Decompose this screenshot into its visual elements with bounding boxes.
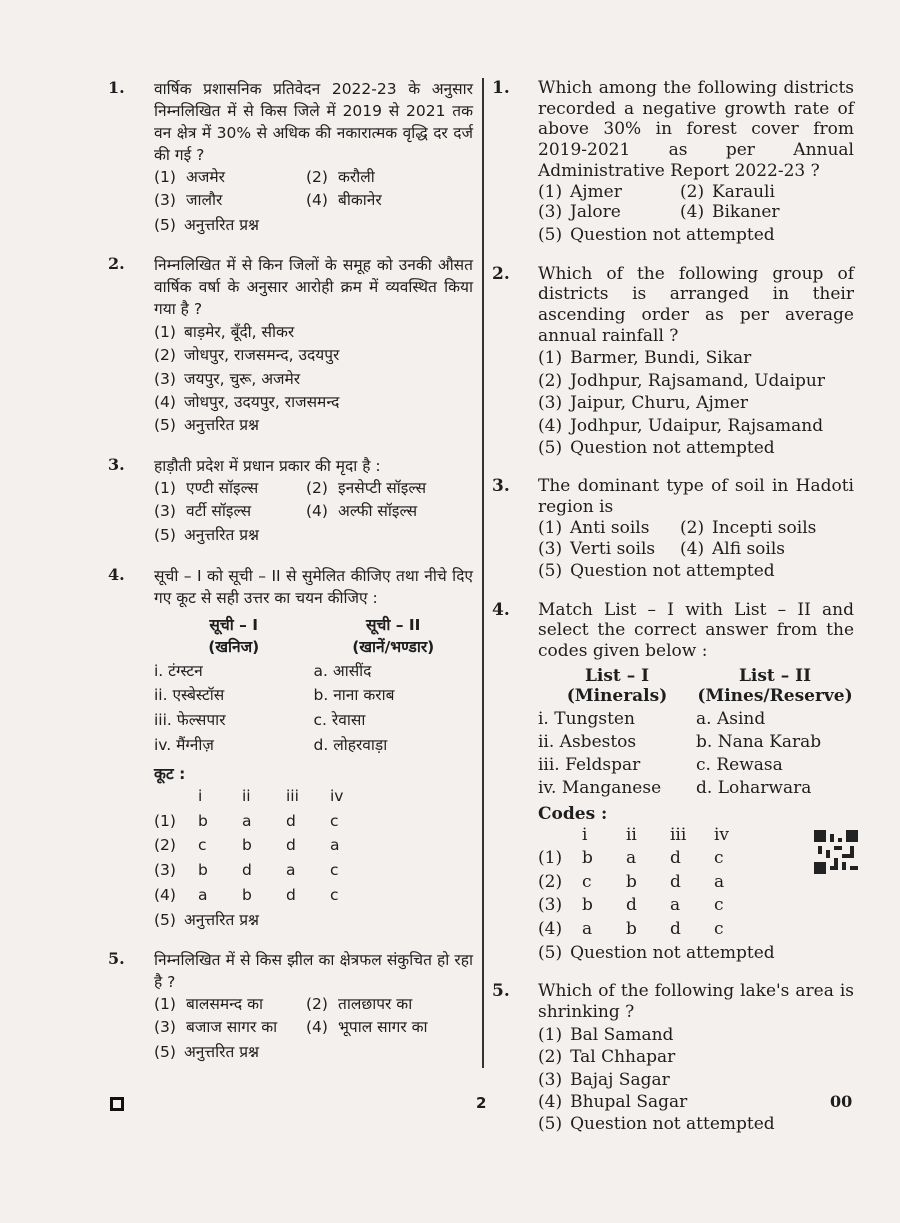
match-pairs bbox=[154, 659, 473, 758]
list-1-item: iii. Feldspar bbox=[538, 754, 641, 775]
option-row bbox=[154, 189, 473, 212]
option-text: जोधपुर, उदयपुर, राजसमन्द bbox=[183, 393, 340, 411]
list-1-item: iv. मैंग्नीज़ bbox=[154, 736, 214, 755]
option-text: Question not attempted bbox=[570, 942, 775, 963]
list-1-item: i. Tungsten bbox=[538, 708, 635, 729]
paper-code: 00 bbox=[830, 1092, 853, 1111]
codes-cell: ii bbox=[626, 824, 637, 845]
list-1-header: सूची – I bbox=[209, 615, 259, 634]
list-1-item: ii. Asbestos bbox=[538, 731, 637, 752]
codes-table bbox=[538, 824, 854, 941]
option-number: (2) bbox=[680, 181, 705, 202]
question-text: निम्नलिखित में से किस झील का क्षेत्रफल संकुचित हो रहा है ? bbox=[154, 951, 473, 992]
question-5 bbox=[108, 949, 473, 1063]
question-4 bbox=[108, 565, 473, 932]
option-text: जालौर bbox=[186, 191, 223, 210]
option-number: (2) bbox=[538, 1047, 563, 1068]
list-2-item: c. रेवासा bbox=[313, 711, 366, 730]
codes-cell: a bbox=[242, 811, 252, 830]
list-2-subheader: (खानें/भण्डार) bbox=[352, 637, 435, 656]
option-not-attempted bbox=[154, 910, 473, 931]
option-text: Incepti soils bbox=[712, 517, 817, 538]
option-number: (3) bbox=[154, 1018, 176, 1037]
list-2-item: d. लोहरवाड़ा bbox=[313, 736, 388, 755]
codes-label: कूट : bbox=[154, 764, 186, 783]
question-2 bbox=[108, 254, 473, 437]
codes-table bbox=[154, 784, 473, 908]
question-number: 1. bbox=[108, 78, 125, 97]
question-1 bbox=[492, 78, 854, 246]
option-number: (4) bbox=[680, 202, 705, 223]
list-1-item: i. टंग्स्टन bbox=[154, 661, 203, 680]
option-row bbox=[154, 500, 473, 523]
list-2-header: सूची – II bbox=[366, 615, 421, 634]
option-text: Ajmer bbox=[570, 181, 622, 202]
question-1 bbox=[108, 78, 473, 236]
option-text: अनुत्तरित प्रश्न bbox=[183, 910, 260, 929]
codes-cell: iii bbox=[670, 824, 687, 845]
option-number: (5) bbox=[538, 561, 563, 582]
option-text: अनुत्तरित प्रश्न bbox=[183, 526, 260, 545]
question-body bbox=[154, 254, 473, 437]
question-text: हाड़ौती प्रदेश में प्रधान प्रकार की मृदा है : bbox=[154, 456, 381, 475]
question-3 bbox=[492, 476, 854, 581]
option-number: (5) bbox=[154, 416, 176, 435]
codes-cell: b bbox=[242, 886, 252, 904]
codes-cell: (2) bbox=[538, 871, 563, 892]
option-number: (1) bbox=[154, 322, 176, 341]
codes-cell: a bbox=[330, 836, 340, 855]
codes-cell: a bbox=[626, 848, 637, 869]
list-2-item: c. Rewasa bbox=[696, 754, 783, 775]
option-text: करौली bbox=[338, 168, 375, 186]
question-5 bbox=[492, 981, 854, 1134]
codes-cell: (4) bbox=[538, 918, 563, 939]
codes-cell: (1) bbox=[154, 811, 176, 830]
option-number: (4) bbox=[306, 502, 328, 520]
codes-cell: c bbox=[582, 871, 592, 892]
footer-square-mark bbox=[110, 1097, 124, 1111]
option-number: (2) bbox=[680, 517, 705, 538]
codes-cell: d bbox=[286, 886, 296, 904]
option-text: Alfi soils bbox=[712, 538, 786, 559]
list-1-subheader: (Minerals) bbox=[566, 685, 668, 706]
list-2-item: b. नाना कराब bbox=[313, 686, 395, 705]
option-number: (3) bbox=[154, 369, 176, 388]
option-5 bbox=[538, 438, 854, 458]
codes-cell: b bbox=[582, 895, 593, 916]
codes-cell: c bbox=[198, 836, 207, 855]
option-number: (1) bbox=[154, 168, 176, 186]
option-number: (4) bbox=[538, 1092, 563, 1112]
option-row bbox=[538, 518, 854, 539]
list-1-item: iii. फेल्सपार bbox=[154, 711, 226, 730]
option-number: (5) bbox=[154, 1042, 176, 1061]
codes-cell: (4) bbox=[154, 886, 176, 904]
question-text: The dominant type of soil in Hadoti region is bbox=[538, 476, 854, 518]
codes-cell: b bbox=[198, 861, 208, 880]
question-number: 5. bbox=[492, 981, 510, 1002]
question-text: Match List – I with List – II and select the correct answer from the codes given below : bbox=[538, 599, 854, 662]
question-number: 3. bbox=[108, 454, 125, 474]
question-body bbox=[538, 981, 854, 1134]
option-text: Jaipur, Churu, Ajmer bbox=[570, 393, 749, 414]
question-number: 1. bbox=[492, 78, 510, 98]
option-text: बाड़मेर, बूँदी, सीकर bbox=[183, 322, 295, 341]
codes-cell: c bbox=[330, 886, 339, 904]
option-text: बीकानेर bbox=[338, 191, 382, 210]
option-text: वर्टी सॉइल्स bbox=[186, 502, 252, 520]
codes-cell: d bbox=[242, 861, 252, 880]
option-number: (1) bbox=[538, 1024, 563, 1045]
option-number: (1) bbox=[154, 478, 176, 497]
option-text: Question not attempted bbox=[570, 561, 775, 582]
question-text: वार्षिक प्रशासनिक प्रतिवेदन 2022-23 के अनुसार निम्नलिखित में से किस जिले में 2019 से 2021 तक वन क्षेत्र में 30% से अधिक की नकारात्मक वृद्धि दर दर्ज की गई ? bbox=[154, 80, 473, 164]
option-1 bbox=[538, 348, 854, 368]
option-not-attempted bbox=[538, 561, 854, 581]
option-number: (2) bbox=[306, 478, 328, 497]
codes-cell: d bbox=[626, 895, 637, 916]
option-row bbox=[538, 182, 854, 203]
codes-cell: d bbox=[670, 918, 681, 939]
option-text: अनुत्तरित प्रश्न bbox=[183, 215, 260, 234]
codes-cell: b bbox=[626, 871, 637, 892]
codes-cell: d bbox=[286, 811, 296, 830]
question-2 bbox=[492, 264, 854, 459]
codes-cell bbox=[538, 824, 582, 847]
option-number: (3) bbox=[154, 502, 176, 520]
codes-cell: ii bbox=[242, 786, 251, 805]
option-4 bbox=[538, 416, 854, 436]
codes-cell: (1) bbox=[538, 848, 563, 869]
option-text: Jalore bbox=[570, 202, 621, 223]
option-text: बालसमन्द का bbox=[186, 995, 263, 1014]
list-1-item: iv. Manganese bbox=[538, 777, 662, 798]
option-not-attempted bbox=[538, 943, 854, 963]
codes-cell: iv bbox=[714, 824, 730, 845]
codes-cell: b bbox=[582, 848, 593, 869]
option-text: जोधपुर, राजसमन्द, उदयपुर bbox=[183, 346, 340, 365]
column-divider bbox=[482, 78, 484, 1068]
question-number: 2. bbox=[492, 263, 510, 284]
question-3 bbox=[108, 455, 473, 547]
option-text: Bal Samand bbox=[570, 1024, 674, 1045]
option-text: Question not attempted bbox=[570, 438, 775, 459]
option-3 bbox=[538, 1070, 854, 1090]
option-number: (1) bbox=[538, 517, 563, 538]
list-2-header: List – II bbox=[738, 665, 812, 686]
option-number: (2) bbox=[306, 168, 328, 186]
question-number: 4. bbox=[108, 564, 125, 584]
codes-cell: (2) bbox=[154, 836, 176, 855]
option-row bbox=[154, 166, 473, 189]
option-text: बजाज सागर का bbox=[186, 1018, 278, 1037]
option-text: Tal Chhapar bbox=[570, 1047, 676, 1068]
option-number: (5) bbox=[154, 910, 176, 929]
codes-label: Codes : bbox=[538, 803, 608, 824]
question-number: 4. bbox=[492, 599, 510, 620]
option-text: Bikaner bbox=[712, 202, 780, 223]
list-headers bbox=[538, 666, 854, 706]
option-text: अनुत्तरित प्रश्न bbox=[183, 416, 260, 435]
option-text: Barmer, Bundi, Sikar bbox=[570, 348, 752, 369]
codes-cell: i bbox=[582, 824, 588, 845]
list-1-subheader: (खनिज) bbox=[208, 637, 260, 656]
option-text: Anti soils bbox=[570, 517, 650, 538]
list-2-item: d. Loharwara bbox=[696, 777, 812, 798]
list-2-item: a. Asind bbox=[696, 708, 766, 729]
option-text: Jodhpur, Udaipur, Rajsamand bbox=[570, 415, 824, 436]
option-number: (4) bbox=[680, 538, 705, 559]
question-body bbox=[154, 565, 473, 932]
option-row bbox=[538, 202, 854, 223]
option-text: अजमेर bbox=[186, 168, 225, 186]
hindi-column bbox=[108, 78, 473, 1081]
option-number: (4) bbox=[306, 191, 328, 210]
option-number: (2) bbox=[538, 370, 563, 391]
option-number: (1) bbox=[154, 995, 176, 1014]
codes-cell: c bbox=[330, 861, 339, 880]
english-column bbox=[492, 78, 854, 1153]
codes-cell: (3) bbox=[154, 861, 176, 880]
option-text: जयपुर, चुरू, अजमेर bbox=[183, 369, 301, 388]
option-row bbox=[154, 477, 473, 500]
option-2 bbox=[538, 371, 854, 391]
list-2-item: b. Nana Karab bbox=[696, 731, 822, 752]
page-number: 2 bbox=[476, 1094, 487, 1112]
option-not-attempted bbox=[154, 215, 473, 236]
question-text: सूची – I को सूची – II से सुमेलित कीजिए तथा नीचे दिए गए कूट से सही उत्तर का चयन कीजिए : bbox=[154, 566, 473, 607]
codes-cell: a bbox=[714, 871, 725, 892]
question-body bbox=[538, 78, 854, 246]
codes-cell: a bbox=[582, 918, 593, 939]
option-text: भूपाल सागर का bbox=[338, 1018, 428, 1037]
codes-cell: c bbox=[330, 811, 339, 830]
option-number: (4) bbox=[306, 1018, 328, 1037]
option-number: (2) bbox=[154, 346, 176, 365]
option-row bbox=[154, 1016, 473, 1039]
question-body bbox=[154, 949, 473, 1063]
question-text: निम्नलिखित में से किन जिलों के समूह को उनकी औसत वार्षिक वर्षा के अनुसार आरोही क्रम में व्यवस्थित किया गया है ? bbox=[154, 255, 473, 318]
option-2 bbox=[538, 1047, 854, 1067]
qr-code-icon bbox=[814, 830, 858, 874]
question-text: Which of the following group of districts is arranged in their ascending order as per average annual rainfall ? bbox=[538, 263, 854, 346]
option-1 bbox=[538, 1025, 854, 1045]
option-not-attempted bbox=[538, 225, 854, 245]
option-3 bbox=[154, 369, 473, 390]
codes-cell: b bbox=[242, 836, 252, 855]
option-1 bbox=[154, 322, 473, 343]
option-number: (2) bbox=[306, 995, 328, 1014]
option-3 bbox=[538, 393, 854, 413]
codes-cell: (3) bbox=[538, 895, 563, 916]
option-number: (3) bbox=[154, 191, 176, 210]
option-text: एण्टी सॉइल्स bbox=[186, 478, 259, 497]
option-text: Question not attempted bbox=[570, 1114, 775, 1135]
option-number: (5) bbox=[538, 1114, 563, 1135]
option-number: (4) bbox=[154, 393, 176, 411]
option-number: (4) bbox=[538, 415, 563, 436]
question-number: 5. bbox=[108, 949, 125, 969]
codes-cell: c bbox=[714, 848, 724, 869]
option-number: (3) bbox=[538, 202, 563, 223]
question-body bbox=[538, 264, 854, 459]
codes-cell: b bbox=[198, 811, 208, 830]
option-4 bbox=[154, 392, 473, 413]
option-text: इनसेप्टी सॉइल्स bbox=[338, 478, 427, 497]
codes-cell: iii bbox=[286, 786, 299, 805]
option-text: अल्फी सॉइल्स bbox=[338, 502, 418, 520]
codes-cell: i bbox=[198, 786, 203, 805]
list-2-subheader: (Mines/Reserve) bbox=[697, 685, 853, 706]
option-not-attempted bbox=[154, 1042, 473, 1063]
option-number: (5) bbox=[154, 215, 176, 234]
option-4 bbox=[538, 1092, 854, 1112]
option-text: Verti soils bbox=[570, 538, 656, 559]
option-number: (5) bbox=[538, 438, 563, 459]
option-row bbox=[538, 539, 854, 560]
list-2-item: a. आसींद bbox=[313, 661, 372, 680]
codes-cell: c bbox=[714, 918, 724, 939]
codes-cell bbox=[154, 784, 198, 809]
option-number: (3) bbox=[538, 393, 563, 414]
option-number: (5) bbox=[154, 526, 176, 545]
codes-cell: iv bbox=[330, 786, 344, 805]
question-number: 3. bbox=[492, 476, 510, 497]
option-number: (3) bbox=[538, 538, 563, 559]
list-headers bbox=[154, 613, 473, 657]
codes-cell: a bbox=[286, 861, 296, 880]
question-body bbox=[154, 455, 473, 547]
question-4 bbox=[492, 600, 854, 964]
option-text: Karauli bbox=[712, 181, 775, 202]
option-not-attempted bbox=[154, 525, 473, 546]
codes-cell: d bbox=[670, 871, 681, 892]
codes-cell: d bbox=[670, 848, 681, 869]
codes-cell: c bbox=[714, 895, 724, 916]
option-text: Bajaj Sagar bbox=[570, 1069, 670, 1090]
option-5 bbox=[538, 1114, 854, 1134]
option-text: Bhupal Sagar bbox=[570, 1092, 688, 1112]
option-2 bbox=[154, 345, 473, 366]
option-text: तालछापर का bbox=[338, 995, 413, 1014]
option-number: (5) bbox=[538, 942, 563, 963]
option-number: (1) bbox=[538, 348, 563, 369]
match-pairs bbox=[538, 708, 854, 800]
option-row bbox=[154, 993, 473, 1016]
codes-cell: a bbox=[198, 886, 208, 904]
option-text: अनुत्तरित प्रश्न bbox=[183, 1042, 260, 1061]
option-text: Question not attempted bbox=[570, 225, 775, 246]
option-number: (3) bbox=[538, 1069, 563, 1090]
option-number: (1) bbox=[538, 181, 563, 202]
list-1-header: List – I bbox=[584, 665, 650, 686]
codes-cell: b bbox=[626, 918, 637, 939]
option-5 bbox=[154, 415, 473, 436]
list-1-item: ii. एस्बेस्टॉस bbox=[154, 686, 225, 705]
option-text: Jodhpur, Rajsamand, Udaipur bbox=[570, 370, 825, 391]
question-body bbox=[538, 476, 854, 581]
question-body bbox=[154, 78, 473, 236]
question-number: 2. bbox=[108, 253, 125, 273]
question-body bbox=[538, 600, 854, 964]
codes-cell: a bbox=[670, 895, 681, 916]
question-text: Which among the following districts recorded a negative growth rate of above 30% in forest cover from 2019-2021 as per Annual Administrative Report 2022-23 ? bbox=[538, 78, 854, 181]
codes-cell: d bbox=[286, 836, 296, 855]
option-number: (5) bbox=[538, 225, 563, 246]
question-text: Which of the following lake's area is shrinking ? bbox=[538, 981, 854, 1023]
